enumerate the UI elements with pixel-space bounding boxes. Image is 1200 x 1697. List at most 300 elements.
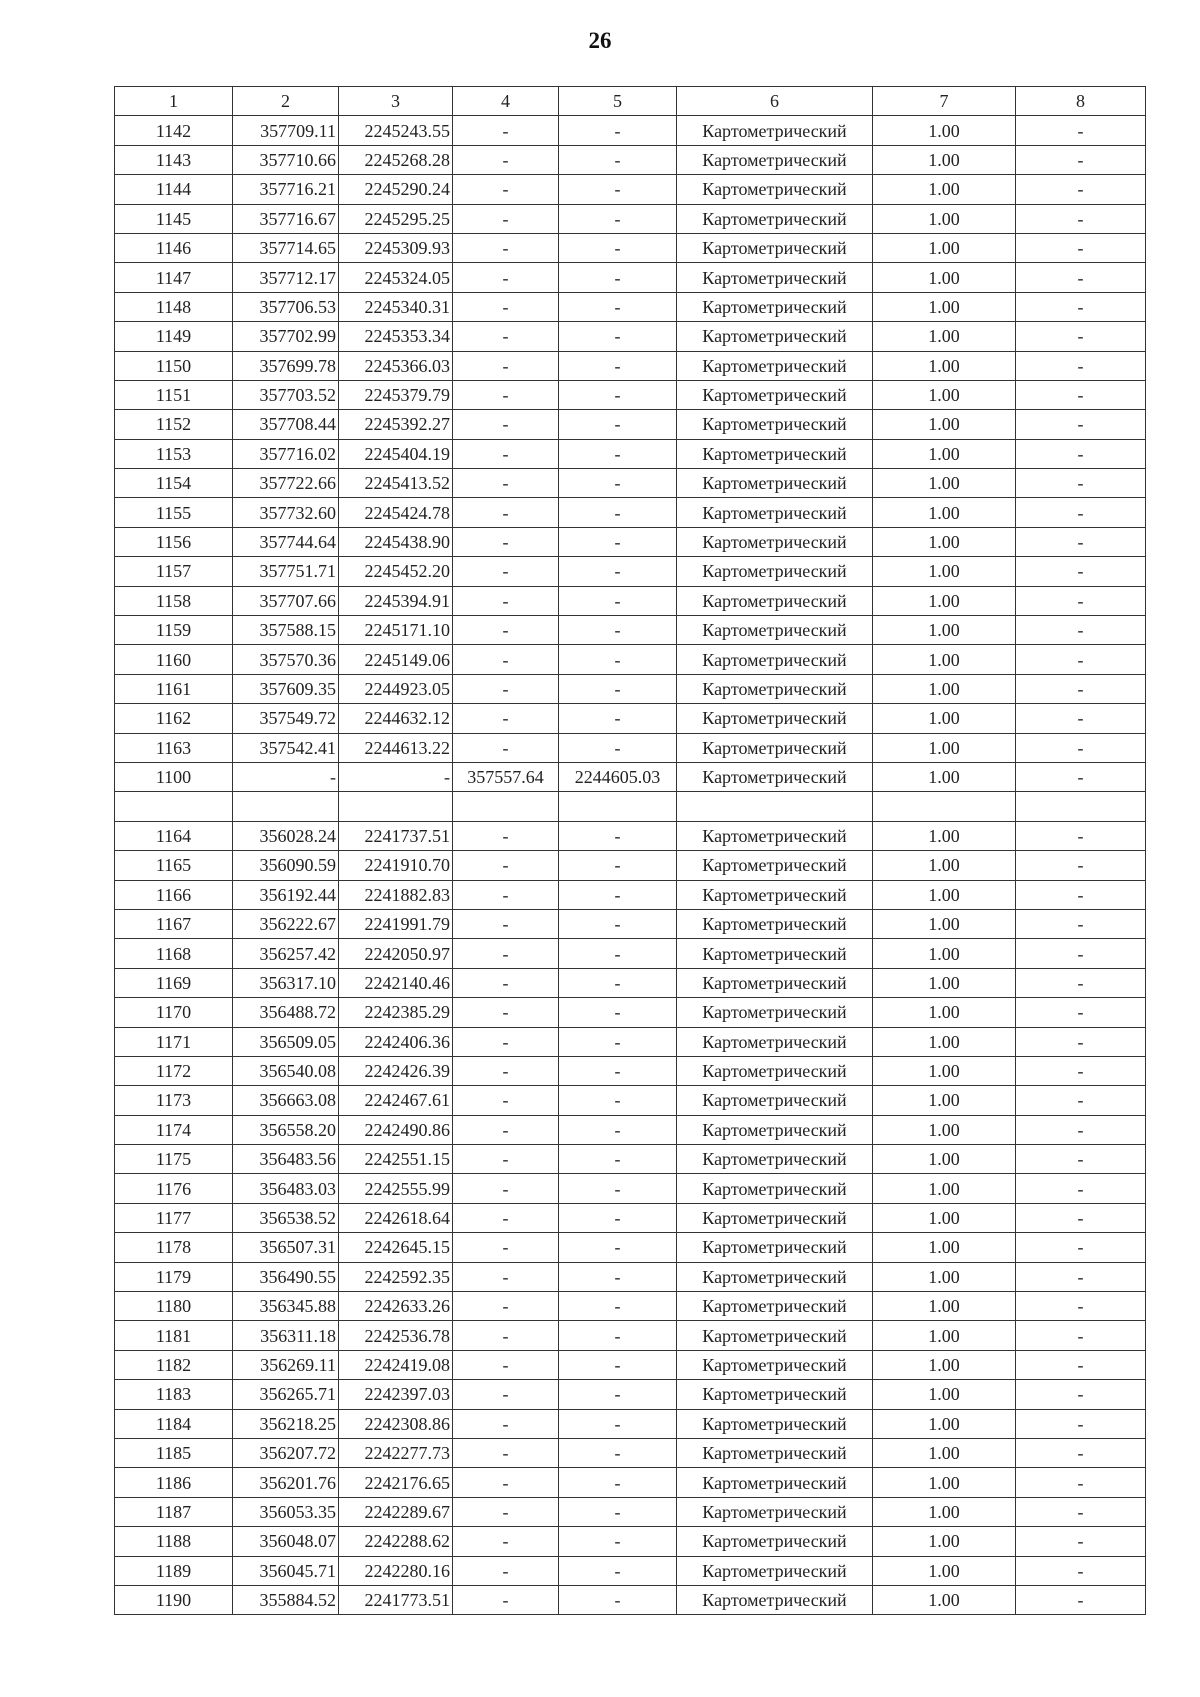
accuracy-cell: 1.00 bbox=[873, 1468, 1016, 1497]
y-coordinate-cell: 2242426.39 bbox=[339, 1056, 453, 1085]
x-value-cell: - bbox=[453, 968, 559, 997]
y-value-cell: - bbox=[559, 1468, 677, 1497]
x-value-cell: - bbox=[453, 586, 559, 615]
accuracy-cell: 1.00 bbox=[873, 1233, 1016, 1262]
table-row bbox=[115, 1174, 1146, 1203]
table-row bbox=[115, 645, 1146, 674]
accuracy-cell: 1.00 bbox=[873, 410, 1016, 439]
method-cell: Картометрический bbox=[677, 1438, 873, 1467]
y-coordinate-cell: 2242140.46 bbox=[339, 968, 453, 997]
y-value-cell: - bbox=[559, 704, 677, 733]
table-row bbox=[115, 1086, 1146, 1115]
point-number-cell: 1159 bbox=[115, 616, 233, 645]
y-coordinate-cell: 2242536.78 bbox=[339, 1321, 453, 1350]
method-cell: Картометрический bbox=[677, 1527, 873, 1556]
y-coordinate-cell: 2245366.03 bbox=[339, 351, 453, 380]
y-coordinate-cell: 2241882.83 bbox=[339, 880, 453, 909]
x-value-cell: - bbox=[453, 1233, 559, 1262]
x-coordinate-cell: 356048.07 bbox=[233, 1527, 339, 1556]
x-value-cell: - bbox=[453, 1380, 559, 1409]
method-cell: Картометрический bbox=[677, 322, 873, 351]
x-coordinate-cell: 357588.15 bbox=[233, 616, 339, 645]
point-number-cell: 1149 bbox=[115, 322, 233, 351]
accuracy-cell bbox=[873, 792, 1016, 821]
note-cell: - bbox=[1016, 1115, 1146, 1144]
point-number-cell: 1183 bbox=[115, 1380, 233, 1409]
x-coordinate-cell: 356218.25 bbox=[233, 1409, 339, 1438]
table-row bbox=[115, 263, 1146, 292]
table-row bbox=[115, 469, 1146, 498]
accuracy-cell: 1.00 bbox=[873, 292, 1016, 321]
x-coordinate-cell: 356222.67 bbox=[233, 909, 339, 938]
point-number-cell: 1150 bbox=[115, 351, 233, 380]
coordinates-table bbox=[114, 86, 1146, 1615]
y-coordinate-cell bbox=[339, 792, 453, 821]
y-value-cell: - bbox=[559, 616, 677, 645]
table-row bbox=[115, 1438, 1146, 1467]
point-number-cell: 1169 bbox=[115, 968, 233, 997]
point-number-cell: 1100 bbox=[115, 762, 233, 791]
accuracy-cell: 1.00 bbox=[873, 762, 1016, 791]
method-cell: Картометрический bbox=[677, 586, 873, 615]
x-coordinate-cell: 357716.02 bbox=[233, 439, 339, 468]
x-value-cell: - bbox=[453, 145, 559, 174]
x-coordinate-cell: 356053.35 bbox=[233, 1497, 339, 1526]
x-value-cell bbox=[453, 792, 559, 821]
point-number-cell: 1148 bbox=[115, 292, 233, 321]
y-coordinate-cell: 2245309.93 bbox=[339, 233, 453, 262]
accuracy-cell: 1.00 bbox=[873, 1262, 1016, 1291]
x-coordinate-cell: 356345.88 bbox=[233, 1292, 339, 1321]
method-cell: Картометрический bbox=[677, 1556, 873, 1585]
y-value-cell: - bbox=[559, 498, 677, 527]
method-cell: Картометрический bbox=[677, 1350, 873, 1379]
note-cell: - bbox=[1016, 821, 1146, 850]
x-coordinate-cell: 357707.66 bbox=[233, 586, 339, 615]
accuracy-cell: 1.00 bbox=[873, 1380, 1016, 1409]
x-value-cell: - bbox=[453, 1174, 559, 1203]
x-coordinate-cell: - bbox=[233, 762, 339, 791]
accuracy-cell: 1.00 bbox=[873, 880, 1016, 909]
method-cell: Картометрический bbox=[677, 292, 873, 321]
table-row bbox=[115, 1292, 1146, 1321]
page-number: 26 bbox=[588, 28, 612, 53]
table-row bbox=[115, 762, 1146, 791]
x-coordinate-cell: 357570.36 bbox=[233, 645, 339, 674]
accuracy-cell: 1.00 bbox=[873, 233, 1016, 262]
accuracy-cell: 1.00 bbox=[873, 1350, 1016, 1379]
point-number-cell: 1170 bbox=[115, 998, 233, 1027]
y-coordinate-cell: 2245413.52 bbox=[339, 469, 453, 498]
column-header: 2 bbox=[233, 87, 339, 116]
table-row bbox=[115, 1468, 1146, 1497]
note-cell: - bbox=[1016, 116, 1146, 145]
note-cell: - bbox=[1016, 557, 1146, 586]
note-cell: - bbox=[1016, 998, 1146, 1027]
point-number-cell: 1153 bbox=[115, 439, 233, 468]
accuracy-cell: 1.00 bbox=[873, 1027, 1016, 1056]
y-value-cell: - bbox=[559, 351, 677, 380]
y-value-cell: - bbox=[559, 204, 677, 233]
point-number-cell: 1182 bbox=[115, 1350, 233, 1379]
point-number-cell: 1156 bbox=[115, 527, 233, 556]
column-header: 6 bbox=[677, 87, 873, 116]
y-value-cell: - bbox=[559, 175, 677, 204]
point-number-cell: 1171 bbox=[115, 1027, 233, 1056]
note-cell: - bbox=[1016, 968, 1146, 997]
method-cell: Картометрический bbox=[677, 1086, 873, 1115]
table-row bbox=[115, 968, 1146, 997]
x-coordinate-cell bbox=[233, 792, 339, 821]
y-coordinate-cell: 2245268.28 bbox=[339, 145, 453, 174]
note-cell: - bbox=[1016, 733, 1146, 762]
x-value-cell: - bbox=[453, 322, 559, 351]
accuracy-cell: 1.00 bbox=[873, 1203, 1016, 1232]
y-coordinate-cell: 2245438.90 bbox=[339, 527, 453, 556]
table-row bbox=[115, 704, 1146, 733]
note-cell: - bbox=[1016, 1203, 1146, 1232]
accuracy-cell: 1.00 bbox=[873, 1409, 1016, 1438]
accuracy-cell: 1.00 bbox=[873, 263, 1016, 292]
x-coordinate-cell: 356558.20 bbox=[233, 1115, 339, 1144]
x-coordinate-cell: 357722.66 bbox=[233, 469, 339, 498]
method-cell: Картометрический bbox=[677, 351, 873, 380]
table-row bbox=[115, 1497, 1146, 1526]
y-coordinate-cell: 2242277.73 bbox=[339, 1438, 453, 1467]
method-cell: Картометрический bbox=[677, 380, 873, 409]
y-coordinate-cell: 2245353.34 bbox=[339, 322, 453, 351]
method-cell: Картометрический bbox=[677, 909, 873, 938]
x-value-cell: - bbox=[453, 1145, 559, 1174]
point-number-cell: 1178 bbox=[115, 1233, 233, 1262]
y-value-cell: - bbox=[559, 1350, 677, 1379]
note-cell: - bbox=[1016, 233, 1146, 262]
point-number-cell: 1188 bbox=[115, 1527, 233, 1556]
y-value-cell: - bbox=[559, 439, 677, 468]
x-coordinate-cell: 356483.03 bbox=[233, 1174, 339, 1203]
table-row bbox=[115, 851, 1146, 880]
table-row bbox=[115, 1321, 1146, 1350]
table-row bbox=[115, 498, 1146, 527]
accuracy-cell: 1.00 bbox=[873, 998, 1016, 1027]
x-value-cell: - bbox=[453, 469, 559, 498]
method-cell: Картометрический bbox=[677, 968, 873, 997]
note-cell: - bbox=[1016, 469, 1146, 498]
note-cell: - bbox=[1016, 1056, 1146, 1085]
x-value-cell: - bbox=[453, 557, 559, 586]
x-value-cell: - bbox=[453, 880, 559, 909]
table-row bbox=[115, 322, 1146, 351]
y-coordinate-cell: 2241991.79 bbox=[339, 909, 453, 938]
x-value-cell: - bbox=[453, 1585, 559, 1614]
x-value-cell: - bbox=[453, 410, 559, 439]
y-value-cell: - bbox=[559, 1585, 677, 1614]
accuracy-cell: 1.00 bbox=[873, 733, 1016, 762]
method-cell: Картометрический bbox=[677, 762, 873, 791]
accuracy-cell: 1.00 bbox=[873, 439, 1016, 468]
x-coordinate-cell: 356207.72 bbox=[233, 1438, 339, 1467]
point-number-cell: 1179 bbox=[115, 1262, 233, 1291]
accuracy-cell: 1.00 bbox=[873, 380, 1016, 409]
note-cell: - bbox=[1016, 1556, 1146, 1585]
x-value-cell: - bbox=[453, 351, 559, 380]
x-coordinate-cell: 356490.55 bbox=[233, 1262, 339, 1291]
note-cell: - bbox=[1016, 410, 1146, 439]
x-value-cell: - bbox=[453, 292, 559, 321]
note-cell: - bbox=[1016, 380, 1146, 409]
y-coordinate-cell: 2244613.22 bbox=[339, 733, 453, 762]
y-value-cell: - bbox=[559, 1497, 677, 1526]
table-row bbox=[115, 1527, 1146, 1556]
method-cell bbox=[677, 792, 873, 821]
table-row bbox=[115, 1115, 1146, 1144]
x-coordinate-cell: 356257.42 bbox=[233, 939, 339, 968]
y-value-cell: - bbox=[559, 1174, 677, 1203]
point-number-cell: 1190 bbox=[115, 1585, 233, 1614]
y-coordinate-cell: 2242618.64 bbox=[339, 1203, 453, 1232]
method-cell: Картометрический bbox=[677, 1585, 873, 1614]
method-cell: Картометрический bbox=[677, 851, 873, 880]
accuracy-cell: 1.00 bbox=[873, 527, 1016, 556]
y-coordinate-cell: 2245340.31 bbox=[339, 292, 453, 321]
point-number-cell: 1151 bbox=[115, 380, 233, 409]
y-value-cell: - bbox=[559, 1056, 677, 1085]
table-row bbox=[115, 145, 1146, 174]
x-value-cell: - bbox=[453, 498, 559, 527]
x-value-cell: - bbox=[453, 527, 559, 556]
x-coordinate-cell: 356507.31 bbox=[233, 1233, 339, 1262]
y-coordinate-cell: 2245243.55 bbox=[339, 116, 453, 145]
x-coordinate-cell: 357699.78 bbox=[233, 351, 339, 380]
x-value-cell: - bbox=[453, 1027, 559, 1056]
x-value-cell: - bbox=[453, 1262, 559, 1291]
table-row bbox=[115, 233, 1146, 262]
y-value-cell: - bbox=[559, 1527, 677, 1556]
x-coordinate-cell: 356540.08 bbox=[233, 1056, 339, 1085]
y-coordinate-cell: 2241773.51 bbox=[339, 1585, 453, 1614]
x-coordinate-cell: 357609.35 bbox=[233, 674, 339, 703]
method-cell: Картометрический bbox=[677, 733, 873, 762]
y-coordinate-cell: 2244923.05 bbox=[339, 674, 453, 703]
note-cell: - bbox=[1016, 880, 1146, 909]
accuracy-cell: 1.00 bbox=[873, 1438, 1016, 1467]
x-coordinate-cell: 356538.52 bbox=[233, 1203, 339, 1232]
method-cell: Картометрический bbox=[677, 998, 873, 1027]
table-row bbox=[115, 204, 1146, 233]
method-cell: Картометрический bbox=[677, 1262, 873, 1291]
method-cell: Картометрический bbox=[677, 880, 873, 909]
point-number-cell: 1167 bbox=[115, 909, 233, 938]
x-value-cell: - bbox=[453, 439, 559, 468]
table-header-row bbox=[115, 87, 1146, 116]
point-number-cell: 1187 bbox=[115, 1497, 233, 1526]
x-value-cell: - bbox=[453, 1527, 559, 1556]
point-number-cell: 1189 bbox=[115, 1556, 233, 1585]
x-coordinate-cell: 357706.53 bbox=[233, 292, 339, 321]
y-coordinate-cell: 2245404.19 bbox=[339, 439, 453, 468]
accuracy-cell: 1.00 bbox=[873, 498, 1016, 527]
x-coordinate-cell: 356509.05 bbox=[233, 1027, 339, 1056]
point-number-cell: 1144 bbox=[115, 175, 233, 204]
table-row bbox=[115, 351, 1146, 380]
method-cell: Картометрический bbox=[677, 439, 873, 468]
column-header: 7 bbox=[873, 87, 1016, 116]
note-cell: - bbox=[1016, 145, 1146, 174]
x-coordinate-cell: 356269.11 bbox=[233, 1350, 339, 1379]
y-coordinate-cell: 2242050.97 bbox=[339, 939, 453, 968]
x-value-cell: - bbox=[453, 1203, 559, 1232]
note-cell: - bbox=[1016, 1527, 1146, 1556]
x-value-cell: - bbox=[453, 1497, 559, 1526]
y-value-cell bbox=[559, 792, 677, 821]
x-value-cell: - bbox=[453, 939, 559, 968]
y-value-cell: - bbox=[559, 527, 677, 556]
accuracy-cell: 1.00 bbox=[873, 851, 1016, 880]
note-cell: - bbox=[1016, 322, 1146, 351]
table-row bbox=[115, 586, 1146, 615]
method-cell: Картометрический bbox=[677, 939, 873, 968]
accuracy-cell: 1.00 bbox=[873, 1056, 1016, 1085]
y-value-cell: - bbox=[559, 1027, 677, 1056]
y-coordinate-cell: 2241737.51 bbox=[339, 821, 453, 850]
accuracy-cell: 1.00 bbox=[873, 674, 1016, 703]
accuracy-cell: 1.00 bbox=[873, 1086, 1016, 1115]
method-cell: Картометрический bbox=[677, 1409, 873, 1438]
table-row bbox=[115, 1262, 1146, 1291]
note-cell: - bbox=[1016, 851, 1146, 880]
table-row bbox=[115, 1145, 1146, 1174]
x-value-cell: 357557.64 bbox=[453, 762, 559, 791]
y-coordinate-cell: 2242397.03 bbox=[339, 1380, 453, 1409]
method-cell: Картометрический bbox=[677, 557, 873, 586]
note-cell: - bbox=[1016, 939, 1146, 968]
column-header: 5 bbox=[559, 87, 677, 116]
y-coordinate-cell: 2242490.86 bbox=[339, 1115, 453, 1144]
method-cell: Картометрический bbox=[677, 704, 873, 733]
point-number-cell: 1155 bbox=[115, 498, 233, 527]
accuracy-cell: 1.00 bbox=[873, 145, 1016, 174]
y-value-cell: - bbox=[559, 233, 677, 262]
x-coordinate-cell: 356201.76 bbox=[233, 1468, 339, 1497]
y-coordinate-cell: 2245149.06 bbox=[339, 645, 453, 674]
y-coordinate-cell: 2242592.35 bbox=[339, 1262, 453, 1291]
method-cell: Картометрический bbox=[677, 1321, 873, 1350]
note-cell: - bbox=[1016, 762, 1146, 791]
x-coordinate-cell: 356028.24 bbox=[233, 821, 339, 850]
y-value-cell: - bbox=[559, 1115, 677, 1144]
y-coordinate-cell: 2242308.86 bbox=[339, 1409, 453, 1438]
table-row bbox=[115, 1203, 1146, 1232]
point-number-cell: 1186 bbox=[115, 1468, 233, 1497]
point-number-cell: 1174 bbox=[115, 1115, 233, 1144]
table-row bbox=[115, 439, 1146, 468]
x-coordinate-cell: 357714.65 bbox=[233, 233, 339, 262]
table-row bbox=[115, 1380, 1146, 1409]
y-coordinate-cell: 2242551.15 bbox=[339, 1145, 453, 1174]
point-number-cell: 1185 bbox=[115, 1438, 233, 1467]
y-value-cell: - bbox=[559, 1292, 677, 1321]
accuracy-cell: 1.00 bbox=[873, 1145, 1016, 1174]
point-number-cell: 1176 bbox=[115, 1174, 233, 1203]
y-value-cell: - bbox=[559, 263, 677, 292]
point-number-cell: 1172 bbox=[115, 1056, 233, 1085]
note-cell: - bbox=[1016, 1409, 1146, 1438]
accuracy-cell: 1.00 bbox=[873, 821, 1016, 850]
x-coordinate-cell: 356311.18 bbox=[233, 1321, 339, 1350]
point-number-cell: 1168 bbox=[115, 939, 233, 968]
accuracy-cell: 1.00 bbox=[873, 586, 1016, 615]
y-value-cell: - bbox=[559, 645, 677, 674]
note-cell: - bbox=[1016, 1027, 1146, 1056]
y-value-cell: - bbox=[559, 322, 677, 351]
table-row bbox=[115, 733, 1146, 762]
note-cell: - bbox=[1016, 1292, 1146, 1321]
accuracy-cell: 1.00 bbox=[873, 1321, 1016, 1350]
x-coordinate-cell: 357712.17 bbox=[233, 263, 339, 292]
accuracy-cell: 1.00 bbox=[873, 351, 1016, 380]
method-cell: Картометрический bbox=[677, 233, 873, 262]
note-cell: - bbox=[1016, 498, 1146, 527]
y-value-cell: - bbox=[559, 1380, 677, 1409]
x-coordinate-cell: 357703.52 bbox=[233, 380, 339, 409]
table-row bbox=[115, 292, 1146, 321]
y-value-cell: - bbox=[559, 998, 677, 1027]
note-cell: - bbox=[1016, 175, 1146, 204]
accuracy-cell: 1.00 bbox=[873, 1174, 1016, 1203]
y-value-cell: - bbox=[559, 1321, 677, 1350]
y-coordinate-cell: 2242176.65 bbox=[339, 1468, 453, 1497]
table-row bbox=[115, 1585, 1146, 1614]
note-cell: - bbox=[1016, 1468, 1146, 1497]
note-cell: - bbox=[1016, 1262, 1146, 1291]
y-value-cell: - bbox=[559, 469, 677, 498]
x-value-cell: - bbox=[453, 674, 559, 703]
point-number-cell: 1157 bbox=[115, 557, 233, 586]
x-coordinate-cell: 357744.64 bbox=[233, 527, 339, 556]
y-value-cell: - bbox=[559, 1086, 677, 1115]
table-row bbox=[115, 175, 1146, 204]
accuracy-cell: 1.00 bbox=[873, 1585, 1016, 1614]
y-value-cell: - bbox=[559, 586, 677, 615]
table-row bbox=[115, 998, 1146, 1027]
accuracy-cell: 1.00 bbox=[873, 1115, 1016, 1144]
point-number-cell: 1147 bbox=[115, 263, 233, 292]
x-coordinate-cell: 356317.10 bbox=[233, 968, 339, 997]
point-number-cell: 1184 bbox=[115, 1409, 233, 1438]
table-row bbox=[115, 792, 1146, 821]
y-value-cell: - bbox=[559, 1262, 677, 1291]
table-row bbox=[115, 1027, 1146, 1056]
y-value-cell: - bbox=[559, 674, 677, 703]
y-value-cell: - bbox=[559, 733, 677, 762]
point-number-cell: 1143 bbox=[115, 145, 233, 174]
method-cell: Картометрический bbox=[677, 1497, 873, 1526]
x-coordinate-cell: 357716.67 bbox=[233, 204, 339, 233]
x-value-cell: - bbox=[453, 263, 559, 292]
y-value-cell: - bbox=[559, 939, 677, 968]
y-coordinate-cell: 2242288.62 bbox=[339, 1527, 453, 1556]
x-coordinate-cell: 356663.08 bbox=[233, 1086, 339, 1115]
table-row bbox=[115, 527, 1146, 556]
x-value-cell: - bbox=[453, 645, 559, 674]
column-header: 3 bbox=[339, 87, 453, 116]
accuracy-cell: 1.00 bbox=[873, 1556, 1016, 1585]
point-number-cell bbox=[115, 792, 233, 821]
x-coordinate-cell: 357708.44 bbox=[233, 410, 339, 439]
accuracy-cell: 1.00 bbox=[873, 175, 1016, 204]
x-coordinate-cell: 356265.71 bbox=[233, 1380, 339, 1409]
y-value-cell: - bbox=[559, 1409, 677, 1438]
